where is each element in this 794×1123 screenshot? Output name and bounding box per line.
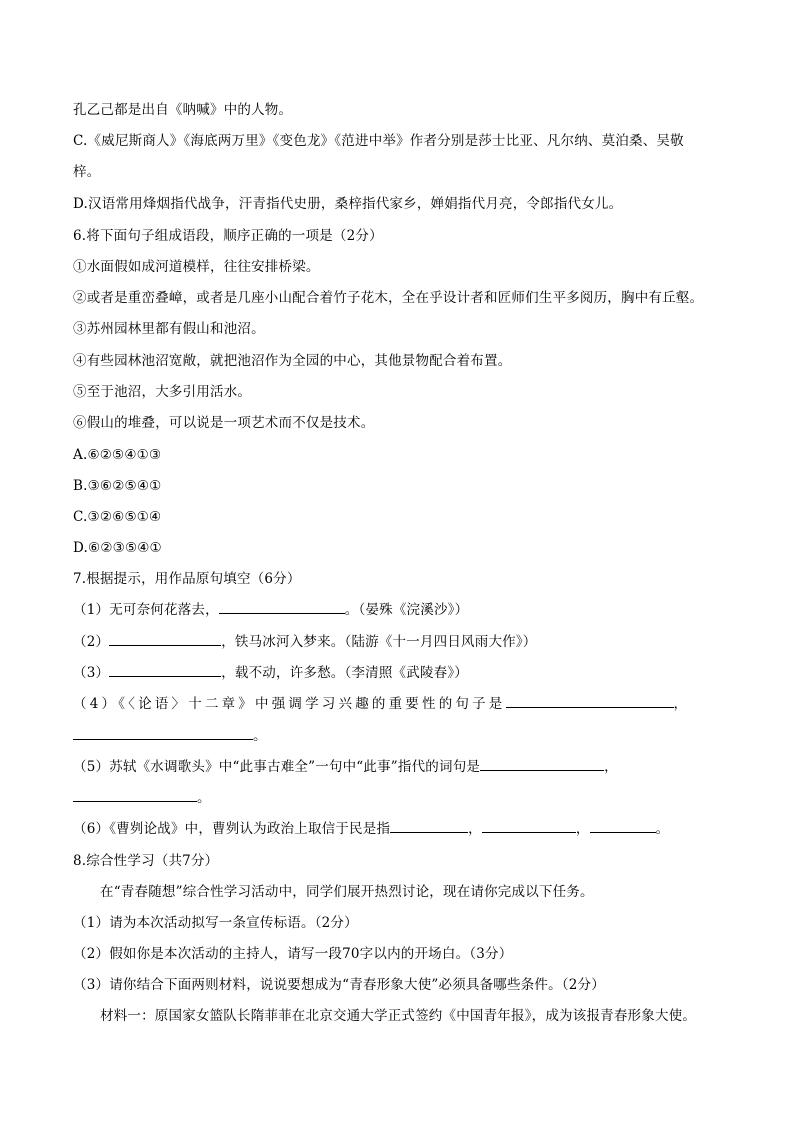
sentence-4: ④有些园林池沼宽敞，就把池沼作为全园的中心，其他景物配合着布置。: [73, 353, 512, 369]
option-b: B.③⑥②⑤④①: [73, 478, 162, 494]
text-line: 梓。: [73, 164, 101, 180]
fill-text: （2）: [73, 634, 110, 650]
fill-text: ，: [673, 696, 691, 712]
question-8-title: 8.综合性学习（共7分）: [73, 853, 219, 869]
fill-text: ，铁马冰河入梦来。（陆游《十一月四日风雨大作》）: [221, 634, 537, 650]
option-c-line: C.《威尼斯商人》《海底两万里》《变色龙》《范进中举》作者分别是莎士比亚、凡尔纳、莫泊桑、吴敬: [73, 133, 684, 149]
fill-item-5: [73, 758, 618, 776]
fill-text: ，: [575, 821, 590, 837]
sentence-2: ②或者是重峦叠嶂，或者是几座小山配合着竹子花木，全在乎设计者和匠师们生平多阅历，胸中有丘壑。: [73, 290, 704, 306]
question-6-title: 6.将下面句子组成语段，顺序正确的一项是（2分）: [73, 228, 383, 244]
answer-blank[interactable]: [390, 820, 468, 833]
sentence-5: ⑤至于池沼，大多引用活水。: [73, 384, 252, 400]
fill-text: 。: [655, 821, 670, 837]
fill-text: （1）无可奈何花落去，: [73, 602, 219, 618]
answer-blank[interactable]: [482, 820, 576, 833]
task-3: （3）请你结合下面两则材料，说说要想成为“青春形象大使”必须具备哪些条件。（2分）: [73, 977, 605, 993]
answer-blank[interactable]: [506, 695, 674, 708]
text-line: 孔乙己都是出自《呐喊》中的人物。: [73, 102, 293, 118]
fill-text: 。: [253, 728, 267, 744]
fill-text: ，载不动，许多愁。（李清照《武陵春》）: [221, 665, 469, 681]
fill-text: （5）苏轼《水调歌头》中“此事古难全”一句中“此事”指代的词句是: [73, 759, 481, 775]
question-8-intro: 在“青春随想”综合性学习活动中，同学们展开热烈讨论，现在请你完成以下任务。: [100, 884, 594, 900]
answer-blank[interactable]: [109, 633, 221, 646]
fill-text: 。: [197, 790, 211, 806]
fill-text: ，: [604, 759, 618, 775]
answer-blank[interactable]: [480, 758, 604, 771]
option-c: C.③②⑥⑤①④: [73, 509, 162, 525]
sentence-3: ③苏州园林里都有假山和池沼。: [73, 321, 265, 337]
question-7-title: 7.根据提示，用作品原句填空（6分）: [73, 571, 301, 587]
fill-item-1: [73, 601, 468, 619]
fill-item-6: [73, 820, 669, 838]
fill-item-2: [73, 633, 537, 651]
answer-blank[interactable]: [590, 820, 656, 833]
fill-text: （4）《〈论语〉十二章》中强调学习兴趣的重要性的句子是: [73, 696, 506, 712]
task-1: （1）请为本次活动拟写一条宣传标语。（2分）: [73, 915, 358, 931]
answer-blank[interactable]: [219, 601, 345, 614]
fill-text: 。（晏殊《浣溪沙》）: [344, 602, 469, 618]
fill-text: （6）《曹刿论战》中，曹刿认为政治上取信于民是指: [73, 821, 391, 837]
answer-blank[interactable]: [73, 727, 253, 740]
fill-text: ，: [468, 821, 482, 837]
task-2: （2）假如你是本次活动的主持人，请写一段70字以内的开场白。（3分）: [73, 946, 513, 962]
option-d-line: D.汉语常用烽烟指代战争，汗青指代史册，桑梓指代家乡，婵娟指代月亮，令郎指代女儿。: [73, 196, 623, 212]
answer-blank[interactable]: [73, 789, 197, 802]
option-d: D.⑥②③⑤④①: [73, 540, 162, 556]
answer-blank[interactable]: [109, 664, 221, 677]
option-a: A.⑥②⑤④①③: [73, 447, 162, 463]
fill-item-4: [73, 695, 690, 713]
material-1: 材料一：原国家女篮队长隋菲菲在北京交通大学正式签约《中国青年报》，成为该报青春形象大使。: [100, 1008, 697, 1024]
fill-item-3: [73, 664, 468, 682]
fill-item-5-cont: [73, 789, 211, 807]
sentence-1: ①水面假如成河道模样，往往安排桥梁。: [73, 259, 320, 275]
fill-item-4-cont: [73, 727, 267, 745]
fill-text: （3）: [73, 665, 110, 681]
sentence-6: ⑥假山的堆叠，可以说是一项艺术而不仅是技术。: [73, 415, 375, 431]
